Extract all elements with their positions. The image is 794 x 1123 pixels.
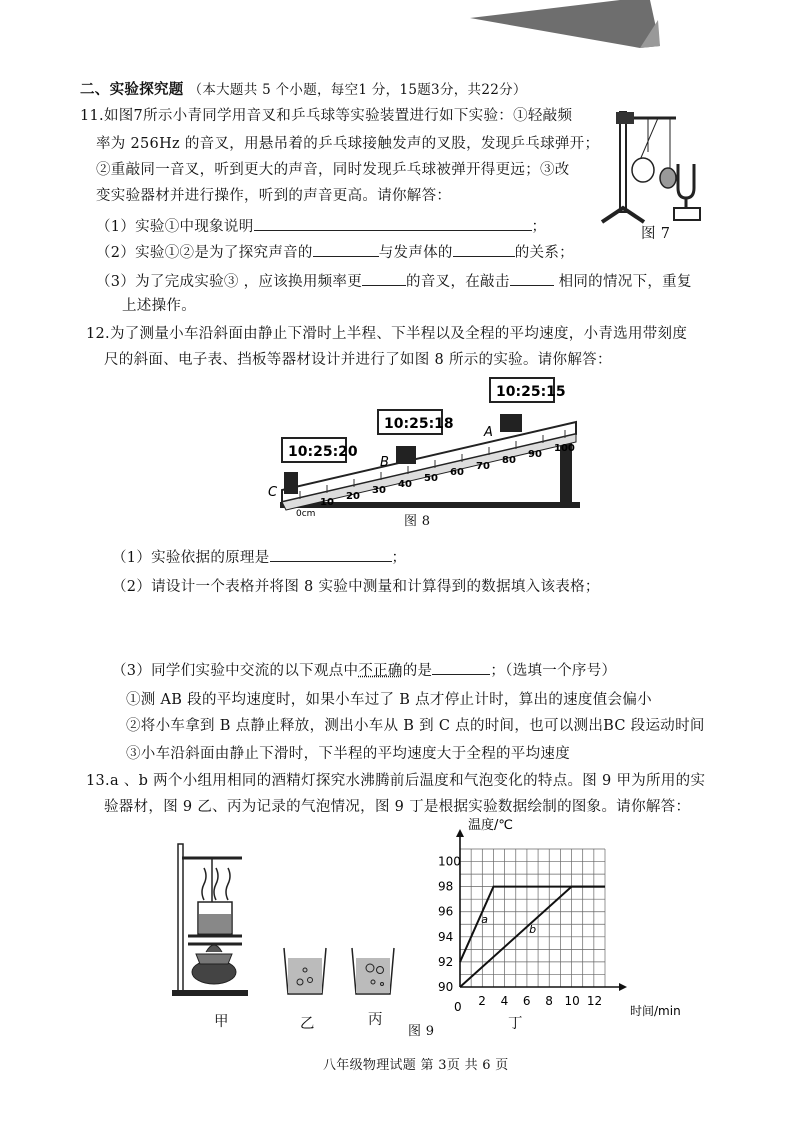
- chart-x-tick-label: 8: [545, 994, 553, 1008]
- point-a-label: A: [484, 425, 493, 440]
- q12-sub-3c: ；（选填一个序号）: [490, 663, 617, 679]
- clock-b: 10:25:18: [384, 416, 454, 432]
- q11-line-2: 率为 256Hz 的音叉，用悬吊着的乒乓球接触发声的叉股，发现乒乓球弹开；: [96, 136, 600, 152]
- q11-blank-3[interactable]: [453, 242, 515, 257]
- q11-blank-4[interactable]: [362, 271, 406, 286]
- q11-blank-2[interactable]: [313, 242, 379, 257]
- q11-line-3: ②重敲同一音叉，听到更大的声音，同时发现乒乓球被弹开得更远；③改: [96, 162, 570, 178]
- ruler-tick-label: 80: [502, 455, 516, 466]
- chart-x-tick-label: 6: [522, 994, 531, 1008]
- q13-line-2: 验器材，图 9 乙、丙为记录的气泡情况，图 9 丁是根据实验数据绘制的图象。请你解答：: [104, 799, 691, 815]
- q12-line-1: 12.为了测量小车沿斜面由静止下滑时上半程、下半程以及全程的平均速度，小青选用带刻度: [86, 326, 688, 342]
- ruler-unit-label: 0cm: [296, 509, 316, 519]
- figure-8-label: 图 8: [404, 514, 431, 529]
- page-fold-mark: [470, 0, 670, 55]
- ruler-tick-label: 40: [398, 479, 412, 490]
- q12-option-1: ①测 AB 段的平均速度时，如果小车过了 B 点才停止计时，算出的速度值会偏小: [126, 692, 652, 708]
- section-title: 二、实验探究题: [80, 81, 184, 98]
- chart-y-tick-label: 100: [438, 854, 461, 869]
- chart-series-label-a: a: [481, 913, 488, 927]
- q12-sub-1a: （1）实验依据的原理是: [112, 550, 270, 566]
- figure-9-yi-beaker: [280, 946, 330, 998]
- q12-option-2: ②将小车拿到 B 点静止释放，测出小车从 B 到 C 点的时间，也可以测出BC 段运动时间: [126, 718, 705, 734]
- chart-y-arrow: [456, 829, 464, 837]
- figure-7-label: 图 7: [641, 226, 671, 242]
- figure-9-jia-apparatus: [170, 840, 260, 1000]
- q11-sub-2: [96, 242, 574, 263]
- q11-sub-2a: （2）实验①②是为了探究声音的: [96, 245, 313, 261]
- chart-x-tick-label: 12: [586, 994, 603, 1008]
- q11-sub-3d: 上述操作。: [122, 298, 196, 314]
- point-b-label: B: [380, 455, 389, 470]
- q11-sub-2c: 的关系；: [514, 245, 574, 261]
- label-yi: 乙: [300, 1016, 315, 1032]
- label-ding: 丁: [508, 1016, 523, 1032]
- chart-y-tick-label: 94: [438, 929, 454, 944]
- label-jia: 甲: [214, 1014, 229, 1030]
- chart-y-tick-label: 90: [438, 980, 454, 994]
- q12-blank-2[interactable]: [432, 660, 490, 675]
- section-note: （本大题共 5 个小题，每空1 分，15题3分，共22分）: [188, 82, 527, 98]
- chart-series-label-b: b: [529, 923, 537, 937]
- label-bing: 丙: [368, 1012, 383, 1028]
- q12-emph: 不正确: [358, 663, 403, 679]
- q12-sub-3: [112, 660, 616, 681]
- chart-origin-label: 0: [454, 1000, 462, 1014]
- page-footer: 八年级物理试题 第 3页 共 6 页: [323, 1058, 509, 1073]
- q11-sub-2b: 与发声体的: [378, 245, 453, 261]
- ruler-tick-label: 10: [320, 497, 334, 508]
- q11-sub-3: [96, 271, 692, 292]
- q11-blank-1[interactable]: [254, 216, 532, 231]
- cart-at-b: [396, 446, 416, 464]
- q12-sub-1b: ；: [391, 550, 407, 566]
- clock-a: 10:25:15: [496, 384, 566, 400]
- chart-x-tick-label: 2: [478, 994, 486, 1008]
- ruler-tick-label: 60: [450, 467, 464, 478]
- chart-x-axis-label: 时间/min: [630, 1004, 681, 1018]
- q11-sub-1-text: （1）实验①中现象说明: [96, 219, 254, 235]
- q12-sub-3a: （3）同学们实验中交流的以下观点中: [112, 663, 359, 679]
- figure-8-incline-apparatus: [260, 370, 590, 530]
- q11-sub-3b: 的音叉，在敲击: [406, 274, 510, 290]
- q12-blank-1[interactable]: [270, 547, 392, 562]
- q12-sub-1: [112, 547, 406, 568]
- q11-blank-5[interactable]: [510, 271, 554, 286]
- chart-y-tick-label: 98: [438, 879, 454, 894]
- figure-9-ding-chart: [420, 815, 700, 1025]
- clock-c: 10:25:20: [288, 444, 358, 460]
- q12-option-3: ③小车沿斜面由静止下滑时，下半程的平均速度大于全程的平均速度: [126, 746, 570, 762]
- q11-sub-3c: 相同的情况下，重复: [558, 274, 692, 290]
- cart-at-c: [284, 472, 298, 494]
- chart-x-tick-label: 4: [500, 994, 509, 1008]
- ruler-tick-label: 30: [372, 485, 386, 496]
- figure-9-bing-beaker: [348, 946, 398, 998]
- q13-line-1: 13.a 、b 两个小组用相同的酒精灯探究水沸腾前后温度和气泡变化的特点。图 9 甲为所用的实: [86, 773, 706, 789]
- ruler-tick-label: 90: [528, 449, 542, 460]
- q12-sub-2: （2）请设计一个表格并将图 8 实验中测量和计算得到的数据填入该表格；: [112, 579, 600, 595]
- q11-line-1: 11.如图7所示小青同学用音叉和乒乓球等实验装置进行如下实验：①轻敲频: [80, 108, 573, 124]
- chart-y-axis-label: 温度/℃: [468, 818, 513, 833]
- chart-y-tick-label: 92: [438, 954, 454, 969]
- q12-line-2: 尺的斜面、电子表、挡板等器材设计并进行了如图 8 所示的实验。请你解答：: [104, 352, 612, 368]
- section-header: [80, 80, 527, 100]
- cart-at-a: [500, 414, 522, 432]
- q11-sub-1: [96, 216, 546, 237]
- q11-line-4: 变实验器材并进行操作，听到的声音更高。请你解答：: [96, 188, 452, 204]
- ruler-tick-label: 50: [424, 473, 438, 484]
- ruler-tick-label: 70: [476, 461, 490, 472]
- chart-y-tick-label: 96: [438, 904, 454, 919]
- q11-sub-1-end: ；: [531, 219, 547, 235]
- figure-9-label: 图 9: [408, 1024, 435, 1039]
- figure-7-tuning-fork-apparatus: [598, 104, 718, 244]
- q12-sub-3b: 的是: [402, 663, 433, 679]
- chart-x-arrow: [619, 983, 627, 991]
- point-c-label: C: [268, 485, 278, 500]
- ruler-tick-label: 100: [554, 443, 575, 454]
- q11-sub-3a: （3）为了完成实验③ ，应该换用频率更: [96, 274, 363, 290]
- ruler-tick-label: 20: [346, 491, 360, 502]
- chart-x-tick-label: 10: [564, 994, 580, 1008]
